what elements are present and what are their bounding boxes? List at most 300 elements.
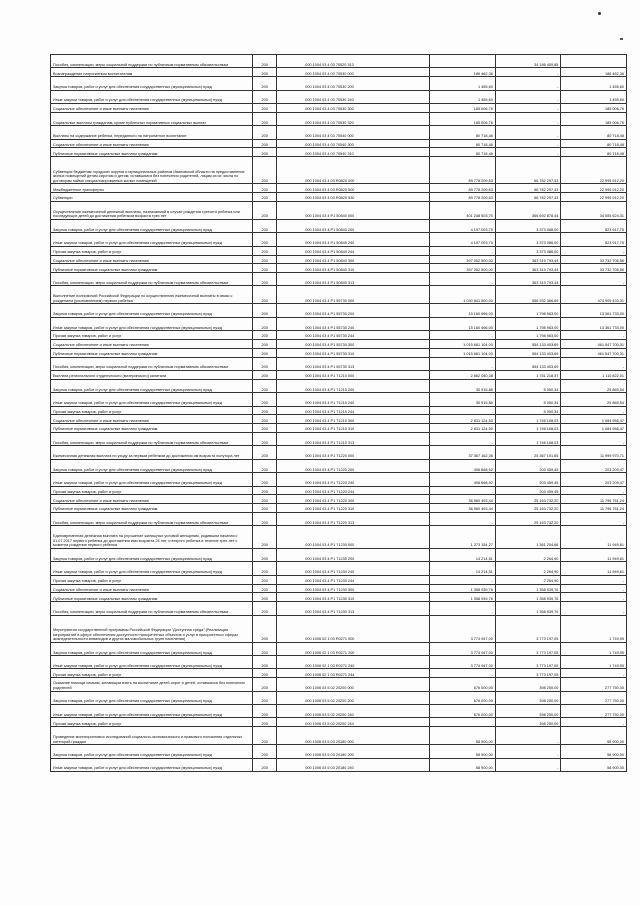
row-remaining: - xyxy=(561,718,627,727)
row-budget-code: 000 1004 03 4 P1 71210 300 xyxy=(277,415,430,424)
row-executed: 1 798 963,00 xyxy=(495,331,561,340)
row-name: Субвенция бюджетам городских округов и муниципальных районов Ивановской области на предоставление жилых помещений детям-сиротам и детям, оставшимся без попечения родителей, лицам из их числа по договорам найма специализированных жилых помещений xyxy=(51,157,253,184)
table-row xyxy=(51,193,627,202)
row-name: Иные закупки товаров, работ и услуг для обеспечения государственных (муниципальных) нужд xyxy=(51,656,253,669)
row-line-code: 200 xyxy=(253,255,277,264)
table-row xyxy=(51,602,627,615)
row-name: Прочая закупка товаров, работ и услуг xyxy=(51,331,253,340)
row-executed: 25 163 732,20 xyxy=(495,495,561,504)
row-assigned: 3 774 947,00 xyxy=(430,656,496,669)
row-line-code: 200 xyxy=(253,656,277,669)
row-assigned: 36 960 493,44 xyxy=(430,504,496,513)
row-budget-code: 000 1004 03 4 03 70530 000 xyxy=(277,68,430,77)
row-budget-code: 000 1004 03 4 P1 55730 244 xyxy=(277,331,430,340)
row-name: Закупка товаров, работ и услуг для обеспечения государственных (муниципальных) нужд xyxy=(51,642,253,655)
row-budget-code: 000 1004 03 4 03 70520 313 xyxy=(277,55,430,68)
row-executed: 66 782 297,43 xyxy=(495,157,561,184)
row-line-code: 200 xyxy=(253,148,277,157)
table-row xyxy=(51,331,627,340)
row-line-code: 200 xyxy=(253,304,277,317)
row-assigned: 15 160 696,00 xyxy=(430,304,496,317)
row-remaining: 33 732 706,56 xyxy=(561,264,627,273)
row-name: Субвенции xyxy=(51,193,253,202)
row-executed: 5 050,34 xyxy=(495,379,561,392)
row-budget-code: 000 1004 03 4 P1 55730 240 xyxy=(277,317,430,330)
row-line-code: 200 xyxy=(253,504,277,513)
row-name: Прочая закупка товаров, работ и услуг xyxy=(51,486,253,495)
row-name: Мероприятия государственной программы Российской Федерации "Доступная среда" (Реализация мероприятий в сфере обеспечения доступности приоритетных объектов и услуг в приоритетных сферах жизнедеятельности инвалидов и других маломобильных групп населения) xyxy=(51,615,253,642)
row-budget-code: 000 1006 03 5 02 20200 244 xyxy=(277,718,430,727)
row-executed: 398 250,00 xyxy=(495,718,561,727)
table-row xyxy=(51,68,627,77)
row-remaining: 1 455,60 xyxy=(561,90,627,103)
table-row xyxy=(51,393,627,406)
row-remaining: 277 750,00 xyxy=(561,691,627,704)
row-name: Ежемесячная денежная выплата по уходу за первым ребенком до достижения им возраста полутора лет xyxy=(51,446,253,459)
table-row xyxy=(51,55,627,68)
row-budget-code: 000 1004 03 4 03 70530 320 xyxy=(277,112,430,125)
row-remaining: 11 949,61 xyxy=(561,562,627,575)
row-name: Закупка товаров, работ и услуг для обеспечения государственных (муниципальных) нужд xyxy=(51,219,253,232)
row-executed: 3 373 086,00 xyxy=(495,233,561,246)
row-executed: 3 373 086,00 xyxy=(495,219,561,232)
table-row xyxy=(51,459,627,472)
row-name: Социальное обеспечение и иные выплаты населению xyxy=(51,255,253,264)
table-row xyxy=(51,656,627,669)
row-name: Социальное обеспечение и иные выплаты населению xyxy=(51,103,253,112)
row-budget-code: 000 1004 03 4 03 R0820 530 xyxy=(277,193,430,202)
row-budget-code: 000 1006 02 1 03 R0271 244 xyxy=(277,669,430,678)
table-row xyxy=(51,90,627,103)
row-executed: 5 050,34 xyxy=(495,406,561,415)
row-executed: - xyxy=(495,139,561,148)
row-remaining: 1 084 956,47 xyxy=(561,424,627,433)
row-remaining: 22 995 912,20 xyxy=(561,157,627,184)
row-executed: 3 773 197,05 xyxy=(495,669,561,678)
row-executed: 203 459,45 xyxy=(495,473,561,486)
row-line-code: 200 xyxy=(253,486,277,495)
row-budget-code: 000 1004 03 4 P1 71230 200 xyxy=(277,548,430,561)
row-budget-code: 000 1004 03 4 P1 71210 240 xyxy=(277,393,430,406)
row-assigned: 1 455,60 xyxy=(430,77,496,90)
row-assigned: 15 160 696,00 xyxy=(430,317,496,330)
row-assigned: - xyxy=(430,718,496,727)
row-name: Пособия, компенсации, меры социальной поддержки по публичным нормативным обязательствам xyxy=(51,602,253,615)
table-row xyxy=(51,446,627,459)
row-executed: 3 773 197,05 xyxy=(495,615,561,642)
row-name: Вознаграждение патронатным воспитателям xyxy=(51,68,253,77)
row-remaining: - xyxy=(561,602,627,615)
row-executed: 3 773 197,05 xyxy=(495,656,561,669)
row-assigned: 89 778 209,63 xyxy=(430,157,496,184)
table-row xyxy=(51,727,627,745)
row-name: Иные закупки товаров, работ и услуг для обеспечения государственных (муниципальных) нужд xyxy=(51,317,253,330)
row-budget-code: 000 1004 03 4 P1 71220 313 xyxy=(277,512,430,525)
row-line-code: 200 xyxy=(253,126,277,139)
row-remaining: 277 750,00 xyxy=(561,678,627,691)
row-line-code: 200 xyxy=(253,246,277,255)
row-assigned: - xyxy=(430,669,496,678)
row-budget-code: 000 1006 03 5 03 20180 200 xyxy=(277,745,430,758)
table-row xyxy=(51,495,627,504)
table-row xyxy=(51,473,627,486)
row-line-code: 200 xyxy=(253,112,277,125)
row-line-code: 200 xyxy=(253,139,277,148)
table-row xyxy=(51,233,627,246)
row-budget-code: 000 1004 03 4 P1 71230 240 xyxy=(277,562,430,575)
row-remaining: - xyxy=(561,433,627,446)
row-remaining: 25 865,54 xyxy=(561,393,627,406)
row-executed: 34 186 400,85 xyxy=(495,55,561,68)
table-row xyxy=(51,526,627,549)
row-line-code: 200 xyxy=(253,90,277,103)
budget-execution-table xyxy=(50,54,627,772)
table-row xyxy=(51,201,627,219)
row-name: Социальное обеспечение и иные выплаты населению xyxy=(51,415,253,424)
row-executed: - xyxy=(495,745,561,758)
row-remaining: - xyxy=(561,273,627,286)
row-executed: 398 250,00 xyxy=(495,691,561,704)
row-line-code: 200 xyxy=(253,317,277,330)
row-remaining: 1 749,95 xyxy=(561,656,627,669)
row-budget-code: 000 1004 03 4 P1 55730 000 xyxy=(277,286,430,304)
row-assigned: 89 778 209,63 xyxy=(430,184,496,193)
row-budget-code: 000 1004 03 4 03 70530 200 xyxy=(277,77,430,90)
row-line-code: 200 xyxy=(253,669,277,678)
row-budget-code: 000 1004 03 4 03 70530 300 xyxy=(277,103,430,112)
row-remaining: 823 917,75 xyxy=(561,219,627,232)
row-remaining: - xyxy=(561,669,627,678)
table-row xyxy=(51,357,627,370)
row-remaining: - xyxy=(561,584,627,593)
row-line-code: 200 xyxy=(253,593,277,602)
row-remaining: 185 006,76 xyxy=(561,103,627,112)
table-row xyxy=(51,705,627,718)
row-name: Публичные нормативные социальные выплаты гражданам xyxy=(51,264,253,273)
row-assigned: - xyxy=(430,486,496,495)
row-assigned: 1 015 681 104,00 xyxy=(430,340,496,349)
row-assigned: 401 248 503,75 xyxy=(430,201,496,219)
row-name: Закупка товаров, работ и услуг для обеспечения государственных (муниципальных) нужд xyxy=(51,304,253,317)
row-name: Социальное обеспечение и иные выплаты населению xyxy=(51,139,253,148)
row-executed: - xyxy=(495,112,561,125)
row-executed: 2 264,90 xyxy=(495,548,561,561)
row-line-code: 200 xyxy=(253,745,277,758)
row-assigned xyxy=(430,55,496,68)
table-row xyxy=(51,184,627,193)
row-executed: 363 319 793,44 xyxy=(495,255,561,264)
row-assigned: 676 000,00 xyxy=(430,691,496,704)
row-assigned: 30 915,88 xyxy=(430,393,496,406)
row-name: Проведение мониторинговых исследований социально-экономического и правового положения отдельных категорий граждан xyxy=(51,727,253,745)
row-executed: 25 163 732,20 xyxy=(495,504,561,513)
row-executed: 1 361 204,66 xyxy=(495,526,561,549)
table-row xyxy=(51,745,627,758)
row-name: Пособия, компенсации, меры социальной поддержки по публичным нормативным обязательствам xyxy=(51,433,253,446)
row-budget-code: 000 1004 03 4 P1 71230 000 xyxy=(277,526,430,549)
row-assigned: 2 831 124,50 xyxy=(430,415,496,424)
row-assigned: 1 030 841 800,00 xyxy=(430,286,496,304)
row-name: Пособия, компенсации, меры социальной поддержки по публичным нормативным обязательствам xyxy=(51,357,253,370)
row-name: Выплаты на содержание ребенка, переданного на патронатное воспитание xyxy=(51,126,253,139)
row-budget-code: 000 1006 02 1 03 R0271 200 xyxy=(277,642,430,655)
row-assigned: 14 214,51 xyxy=(430,562,496,575)
row-line-code: 200 xyxy=(253,758,277,771)
row-executed: - xyxy=(495,126,561,139)
row-remaining: 33 732 706,56 xyxy=(561,255,627,264)
row-remaining: 11 949,61 xyxy=(561,548,627,561)
row-assigned: - xyxy=(430,602,496,615)
row-line-code: 200 xyxy=(253,415,277,424)
row-line-code: 200 xyxy=(253,357,277,370)
row-budget-code: 000 1004 03 4 P1 71220 244 xyxy=(277,486,430,495)
row-line-code: 200 xyxy=(253,184,277,193)
row-line-code: 200 xyxy=(253,424,277,433)
table-row xyxy=(51,77,627,90)
row-executed: 554 133 403,69 xyxy=(495,340,561,349)
row-executed: 1 358 939,76 xyxy=(495,602,561,615)
row-line-code: 200 xyxy=(253,691,277,704)
row-budget-code: 000 1006 02 1 03 R0271 240 xyxy=(277,656,430,669)
row-executed: 1 746 168,03 xyxy=(495,433,561,446)
row-name: Иные закупки товаров, работ и услуг для обеспечения государственных (муниципальных) нужд xyxy=(51,562,253,575)
row-remaining: 474 909 433,31 xyxy=(561,286,627,304)
row-budget-code: 000 1006 03 5 03 20180 000 xyxy=(277,727,430,745)
row-remaining: 186 462,36 xyxy=(561,68,627,77)
row-line-code: 200 xyxy=(253,642,277,655)
row-assigned: 89 778 209,63 xyxy=(430,193,496,202)
row-name: Иные закупки товаров, работ и услуг для обеспечения государственных (муниципальных) нужд xyxy=(51,393,253,406)
row-line-code: 200 xyxy=(253,379,277,392)
row-executed: 203 459,45 xyxy=(495,486,561,495)
row-line-code: 200 xyxy=(253,273,277,286)
table-row xyxy=(51,669,627,678)
row-assigned: 4 197 003,75 xyxy=(430,219,496,232)
row-executed: 2 264,90 xyxy=(495,562,561,575)
row-budget-code: 000 1004 03 4 03 70540 300 xyxy=(277,139,430,148)
table-row xyxy=(51,264,627,273)
row-name: Закупка товаров, работ и услуг для обеспечения государственных (муниципальных) нужд xyxy=(51,77,253,90)
table-row xyxy=(51,406,627,415)
row-name: Прочая закупка товаров, работ и услуг xyxy=(51,575,253,584)
row-name: Закупка товаров, работ и услуг для обеспечения государственных (муниципальных) нужд xyxy=(51,548,253,561)
row-assigned: 3 774 947,00 xyxy=(430,615,496,642)
row-remaining: 11 949,61 xyxy=(561,526,627,549)
row-line-code: 200 xyxy=(253,193,277,202)
row-remaining: 1 749,95 xyxy=(561,615,627,642)
table-row xyxy=(51,718,627,727)
table-row xyxy=(51,548,627,561)
row-budget-code: 000 1004 03 4 P1 55730 310 xyxy=(277,348,430,357)
row-name: Осуществление ежемесячной денежной выплаты, назначаемой в случае рождения третьего ребенка или последующих детей до достижения ребенком возраста трех лет xyxy=(51,201,253,219)
row-name: Прочая закупка товаров, работ и услуг xyxy=(51,406,253,415)
row-remaining: 185 006,76 xyxy=(561,112,627,125)
row-line-code: 200 xyxy=(253,340,277,349)
table-row xyxy=(51,273,627,286)
row-executed: 5 050,34 xyxy=(495,393,561,406)
row-name: Закупка товаров, работ и услуг для обеспечения государственных (муниципальных) нужд xyxy=(51,691,253,704)
row-budget-code: 000 1004 03 4 P1 50840 000 xyxy=(277,201,430,219)
row-line-code: 200 xyxy=(253,68,277,77)
row-name: Прочая закупка товаров, работ и услуг xyxy=(51,718,253,727)
row-assigned: - xyxy=(430,406,496,415)
table-row xyxy=(51,286,627,304)
row-assigned: - xyxy=(430,273,496,286)
row-budget-code: 000 1004 03 4 P1 71210 313 xyxy=(277,433,430,446)
row-name: Публичные нормативные социальные выплаты гражданам xyxy=(51,593,253,602)
row-line-code: 200 xyxy=(253,602,277,615)
row-executed: 1 358 939,76 xyxy=(495,593,561,602)
row-remaining: 13 361 733,00 xyxy=(561,304,627,317)
row-assigned: 80 718,48 xyxy=(430,148,496,157)
row-budget-code: 000 1004 03 4 P1 71230 313 xyxy=(277,602,430,615)
row-executed: 3 373 086,00 xyxy=(495,246,561,255)
row-line-code: 200 xyxy=(253,459,277,472)
row-line-code: 200 xyxy=(253,678,277,691)
row-budget-code: 000 1004 03 4 03 R0820 500 xyxy=(277,184,430,193)
table-row xyxy=(51,304,627,317)
row-executed: 398 250,00 xyxy=(495,705,561,718)
row-executed: - xyxy=(495,90,561,103)
row-executed: 556 932 366,69 xyxy=(495,286,561,304)
row-remaining: - xyxy=(561,357,627,370)
row-assigned: 676 000,00 xyxy=(430,678,496,691)
row-budget-code: 000 1006 03 5 03 20180 240 xyxy=(277,758,430,771)
row-budget-code: 000 1004 03 4 P1 71230 244 xyxy=(277,575,430,584)
row-budget-code: 000 1004 03 4 P1 71210 244 xyxy=(277,406,430,415)
row-line-code: 200 xyxy=(253,615,277,642)
row-budget-code: 000 1004 03 4 P1 71220 240 xyxy=(277,473,430,486)
table-row xyxy=(51,504,627,513)
row-budget-code: 000 1004 03 4 P1 71220 200 xyxy=(277,459,430,472)
row-line-code: 200 xyxy=(253,264,277,273)
row-budget-code: 000 1004 03 4 P1 50840 200 xyxy=(277,219,430,232)
table-row xyxy=(51,340,627,349)
row-line-code: 200 xyxy=(253,718,277,727)
row-executed: 363 319 793,44 xyxy=(495,273,561,286)
row-assigned: 1 358 939,76 xyxy=(430,593,496,602)
row-remaining: 203 209,47 xyxy=(561,459,627,472)
row-line-code: 200 xyxy=(253,446,277,459)
row-budget-code: 000 1004 03 4 P1 55730 313 xyxy=(277,357,430,370)
row-assigned: 3 774 947,00 xyxy=(430,642,496,655)
row-assigned: - xyxy=(430,512,496,525)
row-assigned: 397 052 500,00 xyxy=(430,264,496,273)
row-line-code: 200 xyxy=(253,77,277,90)
row-line-code: 200 xyxy=(253,348,277,357)
table-row xyxy=(51,575,627,584)
row-line-code: 200 xyxy=(253,286,277,304)
row-name: Выплата регионального студенческого (материнского) капитала xyxy=(51,371,253,380)
row-budget-code: 000 1004 03 4 P1 71230 310 xyxy=(277,593,430,602)
row-remaining: 461 547 700,31 xyxy=(561,340,627,349)
row-budget-code: 000 1004 03 4 03 70540 310 xyxy=(277,148,430,157)
row-assigned: 676 000,00 xyxy=(430,705,496,718)
row-assigned: 14 214,51 xyxy=(430,548,496,561)
row-line-code: 200 xyxy=(253,495,277,504)
row-assigned: 406 668,92 xyxy=(430,459,496,472)
row-name: Иные закупки товаров, работ и услуг для обеспечения государственных (муниципальных) нужд xyxy=(51,233,253,246)
table-row xyxy=(51,148,627,157)
row-assigned: 186 462,36 xyxy=(430,68,496,77)
row-line-code: 200 xyxy=(253,331,277,340)
row-assigned: 30 915,88 xyxy=(430,379,496,392)
row-remaining: 11 999 970,71 xyxy=(561,446,627,459)
table-row xyxy=(51,219,627,232)
row-assigned: 1 358 939,76 xyxy=(430,584,496,593)
row-remaining: 34 555 624,31 xyxy=(561,201,627,219)
row-executed: 1 751 218,37 xyxy=(495,371,561,380)
row-executed: 203 459,45 xyxy=(495,459,561,472)
table-row xyxy=(51,415,627,424)
row-assigned: 2 831 124,50 xyxy=(430,424,496,433)
row-assigned: - xyxy=(430,575,496,584)
row-name: Социальное обеспечение и иные выплаты населению xyxy=(51,495,253,504)
row-executed: 366 692 878,44 xyxy=(495,201,561,219)
row-name: Иные закупки товаров, работ и услуг для обеспечения государственных (муниципальных) нужд xyxy=(51,473,253,486)
row-budget-code: 000 1004 03 4 P1 71220 300 xyxy=(277,495,430,504)
row-remaining: 13 361 733,00 xyxy=(561,317,627,330)
row-name: Публичные нормативные социальные выплаты гражданам xyxy=(51,148,253,157)
row-budget-code: 000 1006 03 5 02 20200 240 xyxy=(277,705,430,718)
row-remaining: 80 718,48 xyxy=(561,139,627,148)
row-line-code: 200 xyxy=(253,727,277,745)
table-row xyxy=(51,615,627,642)
row-remaining: 823 917,75 xyxy=(561,233,627,246)
row-remaining: - xyxy=(561,512,627,525)
row-budget-code: 000 1004 03 4 03 70530 240 xyxy=(277,90,430,103)
row-assigned: 58 900,00 xyxy=(430,745,496,758)
row-name: Выполнение полномочий Российской Федерации по осуществлению ежемесячной выплаты в связи с рождением (усыновлением) первого ребенка xyxy=(51,286,253,304)
row-name: Иные закупки товаров, работ и услуг для обеспечения государственных (муниципальных) нужд xyxy=(51,705,253,718)
row-remaining: 22 995 912,20 xyxy=(561,184,627,193)
row-name: Публичные нормативные социальные выплаты гражданам xyxy=(51,504,253,513)
row-line-code: 200 xyxy=(253,55,277,68)
row-remaining: 1 749,95 xyxy=(561,642,627,655)
row-name: Закупка товаров, работ и услуг для обеспечения государственных (муниципальных) нужд xyxy=(51,379,253,392)
row-executed: 25 367 191,65 xyxy=(495,446,561,459)
table-body xyxy=(51,55,627,772)
row-name: Иные закупки товаров, работ и услуг для обеспечения государственных (муниципальных) нужд xyxy=(51,90,253,103)
row-budget-code: 000 1006 02 1 03 R0271 000 xyxy=(277,615,430,642)
row-line-code: 200 xyxy=(253,406,277,415)
row-name: Закупка товаров, работ и услуг для обеспечения государственных (муниципальных) нужд xyxy=(51,745,253,758)
row-remaining: - xyxy=(561,486,627,495)
scan-speck xyxy=(598,12,601,15)
row-executed: 25 163 732,20 xyxy=(495,512,561,525)
row-executed: 1 746 168,03 xyxy=(495,415,561,424)
row-line-code: 200 xyxy=(253,473,277,486)
table-row xyxy=(51,126,627,139)
row-line-code: 200 xyxy=(253,103,277,112)
table-row xyxy=(51,584,627,593)
row-line-code: 200 xyxy=(253,201,277,219)
row-budget-code: 000 1004 03 4 P1 50840 313 xyxy=(277,273,430,286)
row-executed: 554 133 403,69 xyxy=(495,357,561,370)
row-budget-code: 000 1004 03 4 P1 71220 310 xyxy=(277,504,430,513)
table-row xyxy=(51,562,627,575)
row-executed: 398 250,00 xyxy=(495,678,561,691)
row-name: Пособия, компенсации, меры социальной поддержки по публичным нормативным обязательствам xyxy=(51,55,253,68)
table-row xyxy=(51,112,627,125)
row-line-code: 200 xyxy=(253,562,277,575)
row-executed: - xyxy=(495,148,561,157)
row-line-code: 200 xyxy=(253,233,277,246)
table-row xyxy=(51,758,627,771)
row-remaining: - xyxy=(561,331,627,340)
row-remaining: 80 718,48 xyxy=(561,148,627,157)
row-assigned: 2 862 040,38 xyxy=(430,371,496,380)
